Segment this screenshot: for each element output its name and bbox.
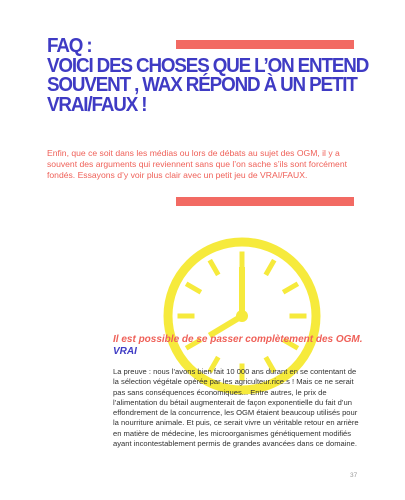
intro-paragraph: Enfin, que ce soit dans les médias ou lors de débats au sujet des OGM, il y a souvent des arguments qui reviennent sans que l’on sache s’ils sont forcément fondés. Essayons d’y voir plus clair avec un petit jeu de VRAI/FAUX. xyxy=(47,148,347,180)
page-heading xyxy=(47,35,369,116)
decorative-bar-middle xyxy=(176,197,354,206)
page-number: 37 xyxy=(350,472,358,479)
claim-verdict: VRAI xyxy=(113,346,137,357)
heading-line: VOICI DES CHOSES QUE L’ON ENTEND xyxy=(47,54,369,77)
claim-statement: Il est possible de se passer complètement des OGM. xyxy=(113,334,363,345)
heading-line: SOUVENT , WAX RÉPOND À UN PETIT xyxy=(47,74,357,96)
explanation-paragraph: La preuve : nous l’avons bien fait 10 000 ans durant en se contentant de la sélection végétale opérée par les agriculteur.rice.s ! Mais ce ne serait pas sans conséquences économiques... Entre autres, le prix de l’alimentation du bétail augmenterait de façon exponentielle du fait d’un effondrement de la concurrence, les OGM étaient beaucoup utilisés pour la nourriture animale. Et puis, ce serait vivre un véritable retour en arrière en matière de médecine, les microorganismes génétiquement modifiés ayant incontestablement permis de grandes avancées dans ce domaine. xyxy=(113,367,359,449)
heading-line: VRAI/FAUX ! xyxy=(47,93,147,116)
heading-line: FAQ : xyxy=(47,35,92,57)
